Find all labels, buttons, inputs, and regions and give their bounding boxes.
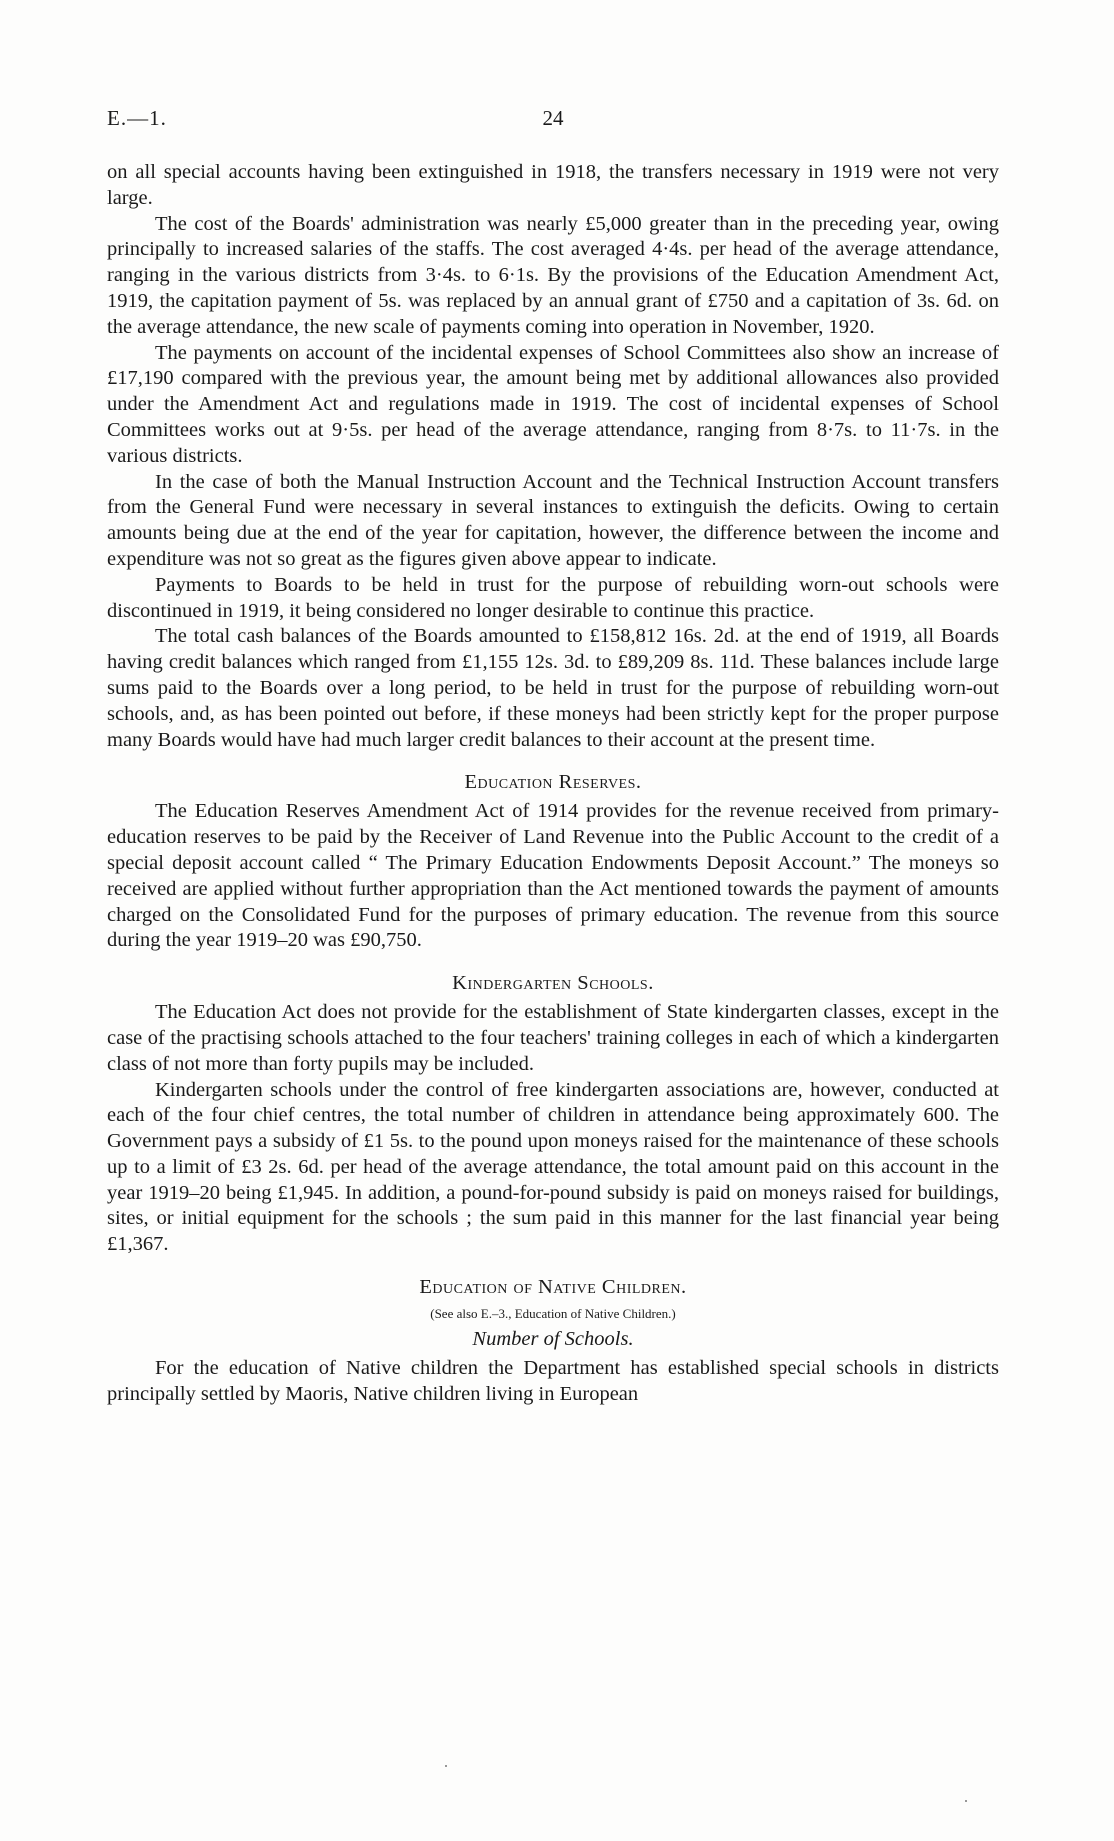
- document-code: E.—1.: [107, 106, 167, 130]
- paragraph-8: The Education Act does not provide for the establishment of State kindergarten classes, except in the case of the practising schools attached to the four teachers' training colleges in each of which a kindergarten class of not more than forty pupils may be included.: [107, 1001, 999, 1075]
- scan-speck: [965, 1800, 967, 1802]
- paragraph-1: on all special accounts having been extinguished in 1918, the transfers necessary in 1919 were not very large.: [107, 161, 999, 209]
- page-body: [107, 160, 999, 1408]
- paragraph-10: For the education of Native children the Department has established special schools in districts principally settled by Maoris, Native children living in European: [107, 1357, 999, 1405]
- paragraph-5: Payments to Boards to be held in trust for the purpose of rebuilding worn-out schools were discontinued in 1919, it being considered no longer desirable to continue this practice.: [107, 573, 999, 622]
- paragraph-9: Kindergarten schools under the control of free kindergarten associations are, however, conducted at each of the four chief centres, the total number of children in attendance being approximately 600. The Government pays a subsidy of £1 5s. to the pound upon moneys raised for the maintenance of these schools up to a limit of £3 2s. 6d. per head of the average attendance, the total amount paid on this account in the year 1919–20 being £1,945. In addition, a pound-for-pound subsidy is paid on moneys raised for buildings, sites, or initial equipment for the schools ; the sum paid in this manner for the last financial year being £1,367.: [107, 1078, 999, 1256]
- heading-kindergarten-schools: Kindergarten Schools.: [452, 972, 654, 995]
- scan-speck: [445, 1765, 447, 1767]
- paragraph-4: In the case of both the Manual Instruction Account and the Technical Instruction Account transfers from the General Fund were necessary in several instances to extinguish the deficits. Owing to certain amounts being due at the end of the year for capitation, however, the difference between the income and expenditure was not so great as the figures given above appear to indicate.: [107, 470, 999, 570]
- heading-education-reserves: Education Reserves.: [464, 771, 642, 794]
- page-number: 24: [542, 106, 564, 130]
- page-header: [107, 106, 999, 136]
- paragraph-7: The Education Reserves Amendment Act of 1914 provides for the revenue received from primary-education reserves to be paid by the Receiver of Land Revenue into the Public Account to the credit of a special deposit account called “ The Primary Education Endowments Deposit Account.” The moneys so received are applied without further appropriation than the Act mentioned towards the payment of amounts charged on the Consolidated Fund for the purposes of primary education. The revenue from this source during the year 1919–20 was £90,750.: [107, 800, 999, 952]
- paragraph-6: The total cash balances of the Boards amounted to £158,812 16s. 2d. at the end of 1919, all Boards having credit balances which ranged from £1,155 12s. 3d. to £89,209 8s. 11d. These balances include large sums paid to the Boards over a long period, to be held in trust for the purpose of rebuilding worn-out schools, and, as has been pointed out before, if these moneys had been strictly kept for the proper purpose many Boards would have had much larger credit balances to their account at the present time.: [107, 625, 999, 751]
- cross-reference-note: (See also E.–3., Education of Native Children.): [430, 1306, 676, 1322]
- subheading-number-of-schools: Number of Schools.: [472, 1328, 634, 1351]
- heading-native-children: Education of Native Children.: [419, 1276, 687, 1299]
- paragraph-2: The cost of the Boards' administration was nearly £5,000 greater than in the preceding year, owing principally to increased salaries of the staffs. The cost averaged 4·4s. per head of the average attendance, ranging in the various districts from 3·4s. to 6·1s. By the provisions of the Education Amendment Act, 1919, the capitation payment of 5s. was replaced by an annual grant of £750 and a capitation of 3s. 6d. on the average attendance, the new scale of payments coming into operation in November, 1920.: [107, 212, 999, 338]
- paragraph-3: The payments on account of the incidental expenses of School Committees also show an increase of £17,190 compared with the previous year, the amount being met by additional allowances also provided under the Amendment Act and regulations made in 1919. The cost of incidental expenses of School Committees works out at 9·5s. per head of the average attendance, ranging from 8·7s. to 11·7s. in the various districts.: [107, 341, 999, 467]
